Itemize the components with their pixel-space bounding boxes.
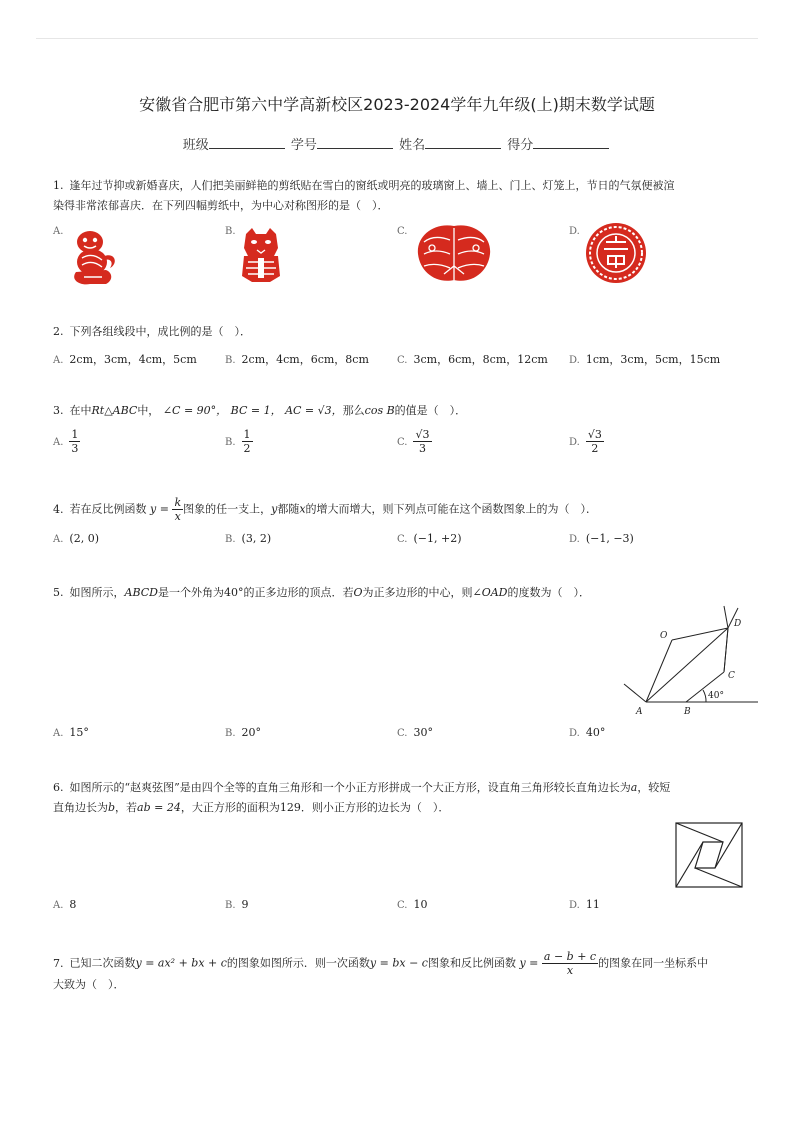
figure-label-d: D: [734, 619, 742, 629]
question-1: [53, 176, 743, 216]
figure-label-a: A: [636, 707, 643, 717]
q2-option-b[interactable]: B. 2cm，4cm，6cm，8cm: [225, 353, 369, 366]
q1-option-d[interactable]: D.: [569, 226, 580, 237]
question-6: 6. 如图所示的“赵爽弦图”是由四个全等的直角三角形和一个小正方形拼成一个大正方形，设直角三角形较长直角边长为a，较短 直角边长为b，若ab = 24，大正方形的面积为129．则小正方形的边长为（ ）．: [53, 781, 671, 814]
question-5: 5. 如图所示，ABCD是一个外角为40°的正多边形的顶点．若O为正多边形的中心，则∠OAD的度数为（ ）．: [53, 586, 590, 599]
q6-option-d[interactable]: D. 11: [569, 898, 600, 911]
question-text: 下列各组线段中，成比例的是（ ）．: [69, 325, 251, 338]
id-label: 学号: [290, 138, 317, 153]
q1-option-a[interactable]: A.: [53, 226, 64, 237]
papercut-tiger-image: [240, 228, 282, 282]
q3-option-d[interactable]: D. $\frac{√3}{2}$: [569, 428, 602, 455]
question-number: 1.: [53, 179, 64, 192]
q4-option-c[interactable]: C. (−1, +2): [397, 532, 462, 545]
class-label: 班级: [182, 138, 209, 153]
q5-option-b[interactable]: B. 20°: [225, 726, 262, 739]
name-label: 姓名: [399, 138, 426, 153]
figure-label-b: B: [684, 707, 691, 717]
score-blank[interactable]: [533, 135, 609, 149]
q6-option-a[interactable]: A. 8: [53, 898, 77, 911]
page-title: 安徽省合肥市第六中学高新校区2023-2024学年九年级(上)期末数学试题: [139, 95, 655, 114]
papercut-twin-fish-image: [414, 222, 494, 286]
q4-option-d[interactable]: D. (−1, −3): [569, 532, 634, 545]
q5-polygon-figure: [620, 606, 760, 718]
papercut-monkey-image: [68, 228, 118, 286]
q2-option-d[interactable]: D. 1cm，3cm，5cm，15cm: [569, 353, 721, 366]
question-2: 2. 下列各组线段中，成比例的是（ ）．: [53, 325, 251, 338]
question-text-line1: 逢年过节抑或新婚喜庆，人们把美丽鲜艳的剪纸贴在雪白的窗纸或明亮的玻璃窗上、墙上、门上、灯笼上，节日的气氛便被渲: [69, 179, 675, 192]
name-blank[interactable]: [425, 135, 501, 149]
papercut-round-pattern-image: [584, 222, 648, 284]
class-blank[interactable]: [209, 135, 285, 149]
q1-option-b[interactable]: B.: [225, 226, 236, 237]
q3-option-b[interactable]: B. $\frac{1}{2}$: [225, 428, 251, 455]
q4-option-a[interactable]: A. (2, 0): [53, 532, 99, 545]
figure-label-o: O: [660, 631, 668, 641]
student-info-line: [0, 134, 794, 153]
score-label: 得分: [507, 138, 534, 153]
q2-option-a[interactable]: A. 2cm，3cm，4cm，5cm: [53, 353, 197, 366]
q1-option-c[interactable]: C.: [397, 226, 408, 237]
question-7: 7. 已知二次函数y = ax² + bx + c的图象如图所示．则一次函数y = bx − c图象和反比例函数 y = $\frac{a - b + c}{x}$ 的图象在同一坐标系中 大致为（ ）．: [53, 950, 709, 991]
q5-option-c[interactable]: C. 30°: [397, 726, 433, 739]
q6-option-c[interactable]: C. 10: [397, 898, 428, 911]
q2-option-c[interactable]: C. 3cm，6cm，8cm，12cm: [397, 353, 548, 366]
q6-zhaoshuang-figure: [675, 822, 743, 888]
q5-option-a[interactable]: A. 15°: [53, 726, 89, 739]
question-text-line2: 染得非常浓郁喜庆．在下列四幅剪纸中，为中心对称图形的是（ ）．: [53, 199, 389, 212]
q4-option-b[interactable]: B. (3, 2): [225, 532, 272, 545]
q3-option-c[interactable]: C. $\frac{√3}{3}$: [397, 428, 430, 455]
figure-angle-label: 40°: [708, 691, 724, 701]
figure-label-c: C: [728, 671, 735, 681]
question-3: 3. 在中Rt△ABC中， ∠C = 90°， BC = 1， AC = √3，那么cos B的值是（ ）．: [53, 404, 467, 417]
q3-option-a[interactable]: A. $\frac{1}{3}$: [53, 428, 79, 455]
q5-option-d[interactable]: D. 40°: [569, 726, 606, 739]
top-divider: [36, 38, 758, 39]
id-blank[interactable]: [317, 135, 393, 149]
q6-option-b[interactable]: B. 9: [225, 898, 249, 911]
question-4: 4. 若在反比例函数 y = $\frac{k}{x}$ 图象的任一支上，y都随x的增大而增大，则下列点可能在这个函数图象上的为（ ）．: [53, 496, 598, 523]
